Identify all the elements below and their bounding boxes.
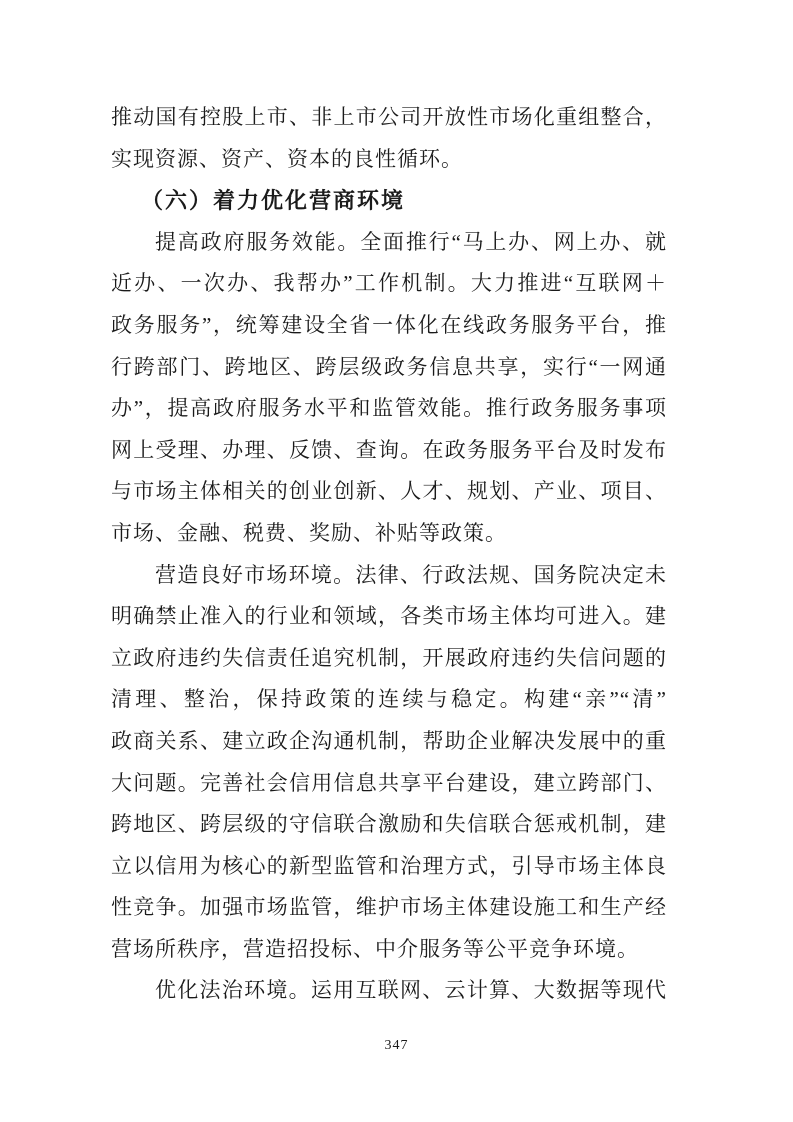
text-line: 行跨部门、跨地区、跨层级政务信息共享，实行“一网通 bbox=[111, 354, 667, 379]
text-line: 优化法治环境。运用互联网、云计算、大数据等现代 bbox=[155, 978, 667, 1003]
text-line: 立以信用为核心的新型监管和治理方式，引导市场主体良 bbox=[111, 853, 667, 878]
text-line: 市场、金融、税费、奖励、补贴等政策。 bbox=[111, 520, 507, 545]
text-line: 清理、整治，保持政策的连续与稳定。构建“亲”“清” bbox=[111, 687, 667, 712]
heading-text: （六）着力优化营商环境 bbox=[141, 188, 406, 214]
text-line: 政商关系、建立政企沟通机制，帮助企业解决发展中的重 bbox=[111, 728, 667, 753]
page-number: 347 bbox=[384, 1038, 409, 1053]
text-line: 实现资源、资产、资本的良性循环。 bbox=[111, 146, 463, 171]
text-line: 明确禁止准入的行业和领域，各类市场主体均可进入。建 bbox=[111, 604, 667, 629]
paragraph bbox=[111, 222, 667, 555]
text-line: 近办、一次办、我帮办”工作机制。大力推进“互联网＋ bbox=[111, 271, 667, 296]
text-line: 政务服务”，统筹建设全省一体化在线政务服务平台，推 bbox=[111, 312, 667, 337]
text-line: 性竞争。加强市场监管，维护市场主体建设施工和生产经 bbox=[111, 895, 667, 920]
text-line: 办”，提高政府服务水平和监管效能。推行政务服务事项 bbox=[111, 396, 667, 421]
text-line: 提高政府服务效能。全面推行“马上办、网上办、就 bbox=[155, 229, 667, 254]
text-line: 营场所秩序，营造招投标、中介服务等公平竞争环境。 bbox=[111, 936, 639, 961]
text-line: 与市场主体相关的创业创新、人才、规划、产业、项目、 bbox=[111, 479, 667, 504]
section-heading bbox=[111, 180, 667, 222]
paragraph bbox=[111, 970, 667, 1012]
text-line: 跨地区、跨层级的守信联合激励和失信联合惩戒机制，建 bbox=[111, 812, 667, 837]
paragraph bbox=[111, 555, 667, 971]
text-line: 推动国有控股上市、非上市公司开放性市场化重组整合， bbox=[111, 105, 667, 129]
text-line: 立政府违约失信责任追究机制，开展政府违约失信问题的 bbox=[111, 645, 667, 670]
text-line: 网上受理、办理、反馈、查询。在政务服务平台及时发布 bbox=[111, 437, 667, 462]
document-body bbox=[111, 97, 667, 1012]
text-line: 大问题。完善社会信用信息共享平台建设，建立跨部门、 bbox=[111, 770, 667, 795]
paragraph bbox=[111, 97, 667, 180]
text-line: 营造良好市场环境。法律、行政法规、国务院决定未 bbox=[155, 562, 667, 587]
